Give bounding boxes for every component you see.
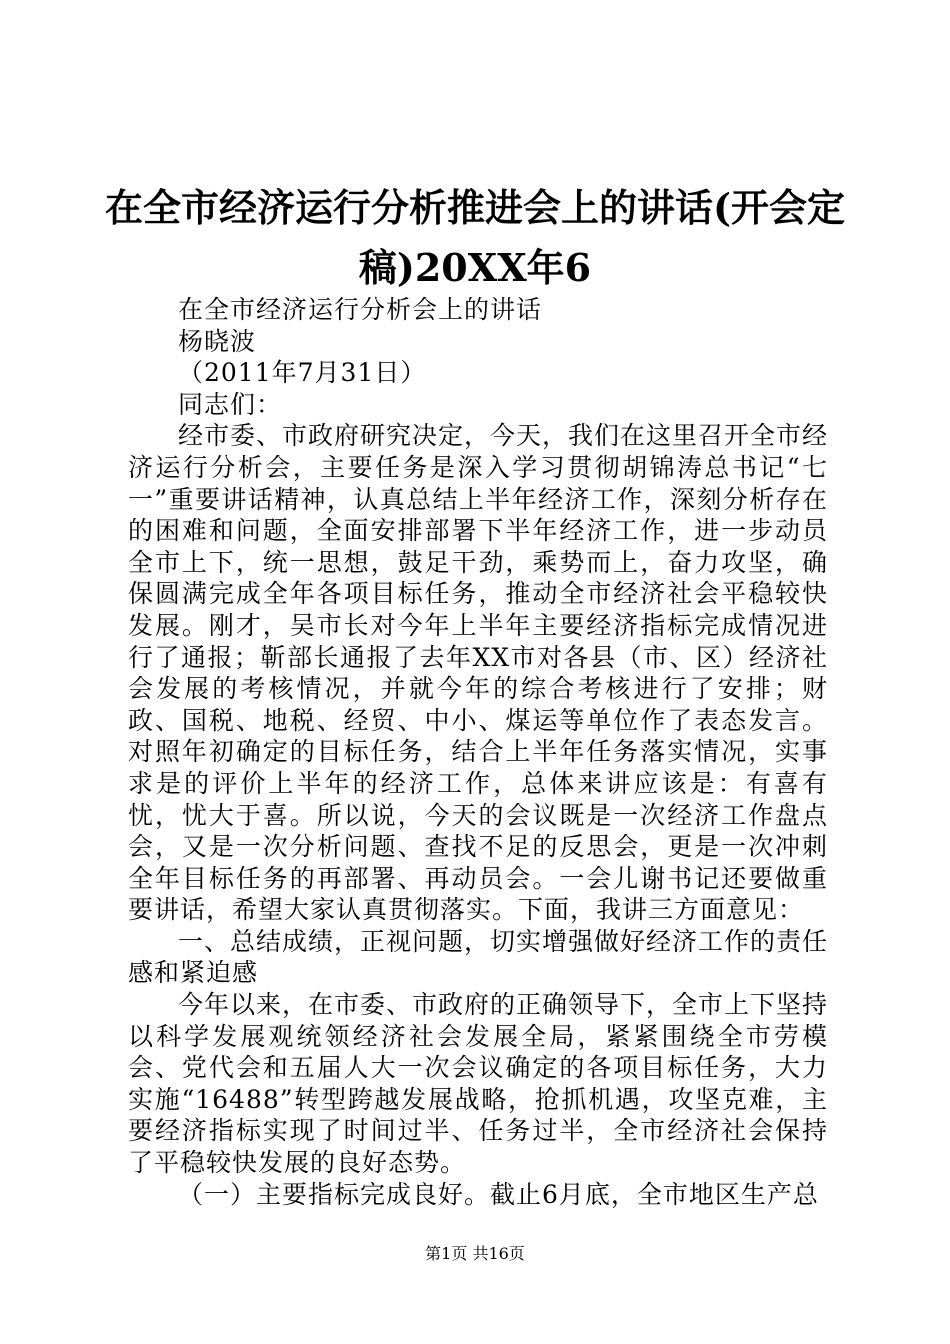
speech-author: 杨晓波 — [178, 326, 257, 356]
body-paragraph: 今年以来，在市委、市政府的正确领导下，全市上下坚持以科学发展观统领经济社会发展全局，紧紧围绕全市劳模会、党代会和五届人大一次会议确定的各项目标任务，大力实施“16488”转型跨越发展战略，抢抓机遇，攻坚克难，主要经济指标实现了时间过半、任务过半，全市经济社会保持了平稳较快发展的良好态势。 — [128, 990, 829, 1178]
speech-heading: 在全市经济运行分析会上的讲话 — [178, 295, 543, 324]
body-paragraph: （一）主要指标完成良好。截止6月底，全市地区生产总 — [178, 1179, 819, 1209]
document-body — [128, 294, 828, 1210]
page-number: 第1页 共16页 — [425, 1244, 525, 1263]
speech-date: （2011年7月31日） — [178, 358, 427, 388]
section-heading: 一、总结成绩，正视问题，切实增强做好经济工作的责任感和紧迫感 — [128, 926, 829, 988]
speech-salutation: 同志们： — [178, 389, 283, 419]
body-paragraph: 经市委、市政府研究决定，今天，我们在这里召开全市经济运行分析会，主要任务是深入学习贯彻胡锦涛总书记“七一”重要讲话精神，认真总结上半年经济工作，深刻分析存在的困难和问题，全面安排部署下半年经济工作，进一步动员全市上下，统一思想，鼓足干劲，乘势而上，奋力攻坚，确保圆满完成全年各项目标任务，推动全市经济社会平稳较快发展。刚才，吴市长对今年上半年主要经济指标完成情况进行了通报；靳部长通报了去年XX市对各县（市、区）经济社会发展的考核情况，并就今年的综合考核进行了安排；财政、国税、地税、经贸、中小、煤运等单位作了表态发言。对照年初确定的目标任务，结合上半年任务落实情况，实事求是的评价上半年的经济工作，总体来讲应该是：有喜有忧，忧大于喜。所以说，今天的会议既是一次经济工作盘点会，又是一次分析问题、查找不足的反思会，更是一次冲刺全年目标任务的再部署、再动员会。一会儿谢书记还要做重要讲话，希望大家认真贯彻落实。下面，我讲三方面意见： — [128, 421, 829, 925]
document-title: 在全市经济运行分析推进会上的讲话(开会定稿)20XX年6 — [105, 185, 845, 290]
